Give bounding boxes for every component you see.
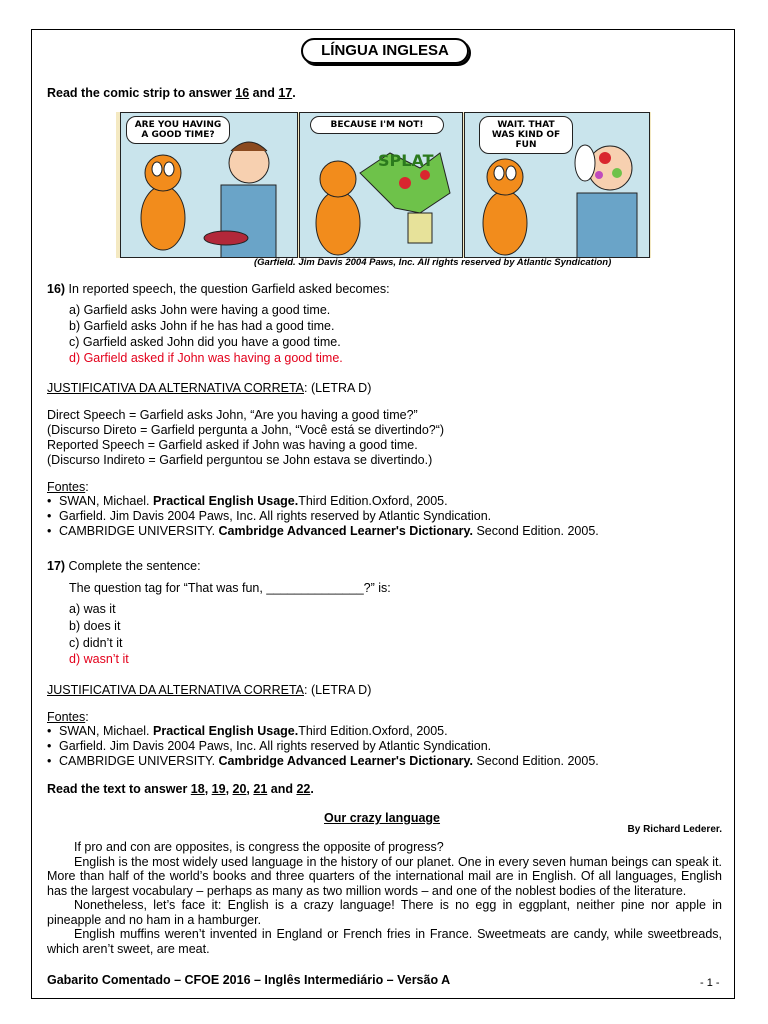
q17-sources-label: Fontes: [47, 710, 89, 724]
garfield-illustration [121, 113, 298, 258]
q16-option-a: a) Garfield asks John were having a good time. [69, 303, 331, 317]
q16-source-item: • Garfield. Jim Davis 2004 Paws, Inc. All rights reserved by Atlantic Syndication. [47, 509, 491, 523]
article-paragraph: Nonetheless, let’s face it: English is a crazy language! There is no egg in eggplant, neither pine nor apple in pineapple and no ham in a hamburger. [47, 898, 722, 927]
footer-text: Gabarito Comentado – CFOE 2016 – Inglês Intermediário – Versão A [47, 973, 451, 987]
comic-panel-1 [120, 112, 298, 258]
q17-source-item: • CAMBRIDGE UNIVERSITY. Cambridge Advanced Learner's Dictionary. Second Edition. 2005. [47, 754, 599, 768]
article-paragraph: English muffins weren’t invented in England or French fries in France. Sweetmeats are candy, while sweetbreads, which aren’t sweet, are meat. [47, 927, 722, 956]
article-body [47, 840, 722, 956]
q16-option-c: c) Garfield asked John did you have a good time. [69, 335, 341, 349]
q16-source-item: • CAMBRIDGE UNIVERSITY. Cambridge Advanced Learner's Dictionary. Second Edition. 2005. [47, 524, 599, 538]
speech-bubble: ARE YOU HAVING A GOOD TIME? [126, 116, 230, 144]
q16-explanation-line: Reported Speech = Garfield asked if John was having a good time. [47, 438, 418, 452]
q17-option-d-correct: d) wasn’t it [69, 652, 129, 666]
q16-option-d-correct: d) Garfield asked if John was having a good time. [69, 351, 343, 365]
q17-source-item: • SWAN, Michael. Practical English Usage.Third Edition.Oxford, 2005. [47, 724, 448, 738]
q17-sentence: The question tag for “That was fun, ______________?” is: [69, 581, 391, 595]
article-author: By Richard Lederer. [627, 824, 722, 835]
q16-explanation-line: (Discurso Direto = Garfield pergunta a John, “Você está se divertindo?“) [47, 423, 445, 437]
question-17: 17) Complete the sentence: [47, 559, 201, 573]
q16-explanation-line: Direct Speech = Garfield asks John, “Are you having a good time?” [47, 408, 418, 422]
article-title: Our crazy language [324, 811, 441, 825]
q16-option-b: b) Garfield asks John if he has had a good time. [69, 319, 335, 333]
text-instruction: Read the text to answer 18, 19, 20, 21 and 22. [47, 782, 314, 796]
q16-justification: JUSTIFICATIVA DA ALTERNATIVA CORRETA: (LETRA D) [47, 381, 372, 395]
comic-panel-2 [299, 112, 463, 258]
page-title: LÍNGUA INGLESA [301, 38, 469, 64]
speech-bubble: WAIT. THAT WAS KIND OF FUN [479, 116, 573, 154]
comic-caption: (Garfield. Jim Davis 2004 Paws, Inc. All rights reserved by Atlantic Syndication) [254, 257, 612, 268]
q17-option-a: a) was it [69, 602, 116, 616]
speech-bubble: BECAUSE I'M NOT! [310, 116, 444, 134]
article-paragraph: English is the most widely used language in the history of our planet. One in every seven human beings can speak it. More than half of the world’s books and three quarters of the international mail are in English. Of all languages, English has the largest vocabulary – perhaps as many as two million words – and one of the noblest bodies of the literature. [47, 854, 722, 898]
q17-source-item: • Garfield. Jim Davis 2004 Paws, Inc. All rights reserved by Atlantic Syndication. [47, 739, 491, 753]
q17-option-b: b) does it [69, 619, 121, 633]
comic-instruction: Read the comic strip to answer 16 and 17. [47, 86, 296, 100]
page-number: - 1 - [700, 977, 720, 989]
q16-sources-label: Fontes: [47, 480, 89, 494]
q16-source-item: • SWAN, Michael. Practical English Usage.Third Edition.Oxford, 2005. [47, 494, 448, 508]
comic-panel-3 [464, 112, 650, 258]
splat-illustration [300, 113, 463, 258]
q17-option-c: c) didn’t it [69, 636, 123, 650]
garfield-john-illustration [465, 113, 650, 258]
splat-sound-effect: SPLAT [378, 151, 434, 170]
q17-justification: JUSTIFICATIVA DA ALTERNATIVA CORRETA: (LETRA D) [47, 683, 372, 697]
question-16: 16) In reported speech, the question Garfield asked becomes: [47, 282, 390, 296]
article-paragraph: If pro and con are opposites, is congress the opposite of progress? [74, 840, 444, 854]
q16-explanation-line: (Discurso Indireto = Garfield perguntou se John estava se divertindo.) [47, 453, 433, 467]
comic-strip [116, 112, 651, 258]
